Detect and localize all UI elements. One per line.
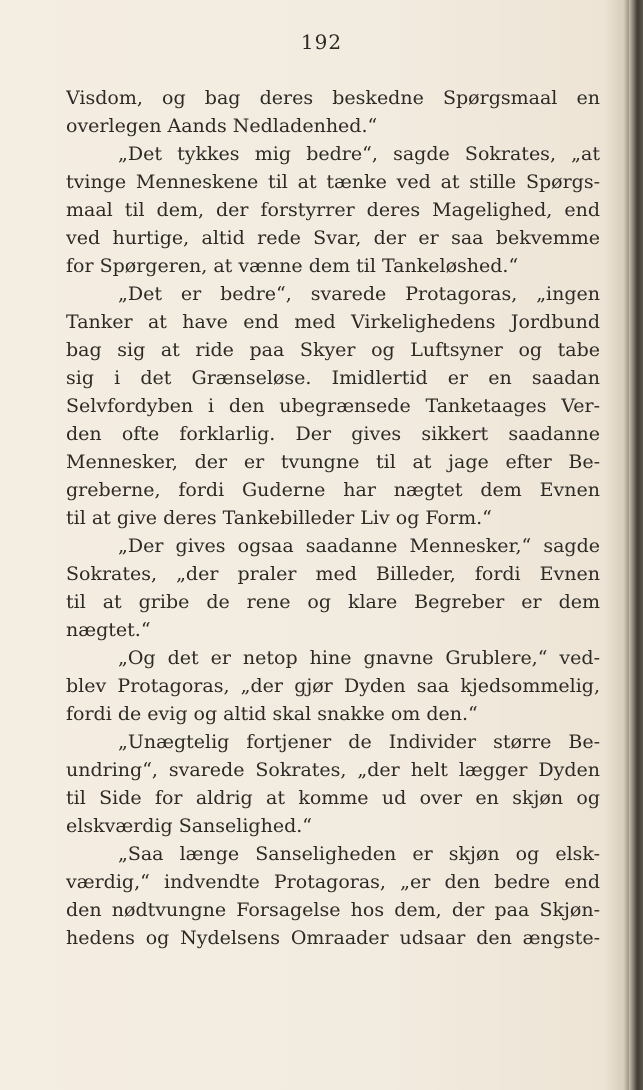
page-edge	[629, 0, 643, 1090]
text-line: sig i det Grænseløse. Imidlertid er en saadan	[66, 367, 600, 389]
text-line: bag sig at ride paa Skyer og Luftsyner og tabe	[66, 339, 600, 361]
text-line: værdig,“ indvendte Protagoras, „er den bedre end	[66, 871, 600, 893]
text-line: for Spørgeren, at vænne dem til Tankeløshed.“	[66, 255, 519, 277]
text-line: til at give deres Tankebilleder Liv og Form.“	[66, 507, 492, 529]
text-line: tvinge Menneskene til at tænke ved at stille Spørgs-	[66, 171, 600, 193]
text-line: til at gribe de rene og klare Begreber er dem	[66, 591, 600, 613]
text-line: Mennesker, der er tvungne til at jage efter Be-	[66, 451, 600, 473]
text-line: den nødtvungne Forsagelse hos dem, der paa Skjøn-	[66, 899, 600, 921]
text-line: ved hurtige, altid rede Svar, der er saa bekvemme	[66, 227, 600, 249]
text-line: Sokrates, „der praler med Billeder, fordi Evnen	[66, 563, 600, 585]
text-line: den ofte forklarlig. Der gives sikkert saadanne	[66, 423, 600, 445]
text-line: „Saa længe Sanseligheden er skjøn og elsk-	[118, 843, 600, 865]
text-line: „Det er bedre“, svarede Protagoras, „ingen	[118, 283, 600, 305]
text-line: „Det tykkes mig bedre“, sagde Sokrates, „at	[118, 143, 600, 165]
text-line: til Side for aldrig at komme ud over en skjøn og	[66, 787, 600, 809]
text-line: elskværdig Sanselighed.“	[66, 815, 312, 837]
page-number: 192	[300, 30, 343, 54]
text-line: Visdom, og bag deres beskedne Spørgsmaal en	[66, 87, 600, 109]
text-line: greberne, fordi Guderne har nægtet dem Evnen	[66, 479, 600, 501]
text-line: Selvfordyben i den ubegrænsede Tanketaages Ver-	[66, 395, 600, 417]
text-line: „Og det er netop hine gnavne Grublere,“ ved-	[118, 647, 600, 669]
text-line: hedens og Nydelsens Omraader udsaar den ængste-	[66, 927, 600, 949]
text-line: maal til dem, der forstyrrer deres Magelighed, end	[66, 199, 600, 221]
text-line: „Unægtelig fortjener de Individer større Be-	[118, 731, 600, 753]
text-line: nægtet.“	[66, 619, 151, 641]
text-line: „Der gives ogsaa saadanne Mennesker,“ sagde	[118, 535, 600, 557]
text-line: blev Protagoras, „der gjør Dyden saa kjedsommelig,	[66, 675, 600, 697]
text-line: overlegen Aands Nedladenhed.“	[66, 115, 378, 137]
text-line: Tanker at have end med Virkelighedens Jordbund	[66, 311, 600, 333]
text-line: fordi de evig og altid skal snakke om den.“	[66, 703, 478, 725]
body-text	[66, 84, 600, 952]
text-line: undring“, svarede Sokrates, „der helt lægger Dyden	[66, 759, 600, 781]
